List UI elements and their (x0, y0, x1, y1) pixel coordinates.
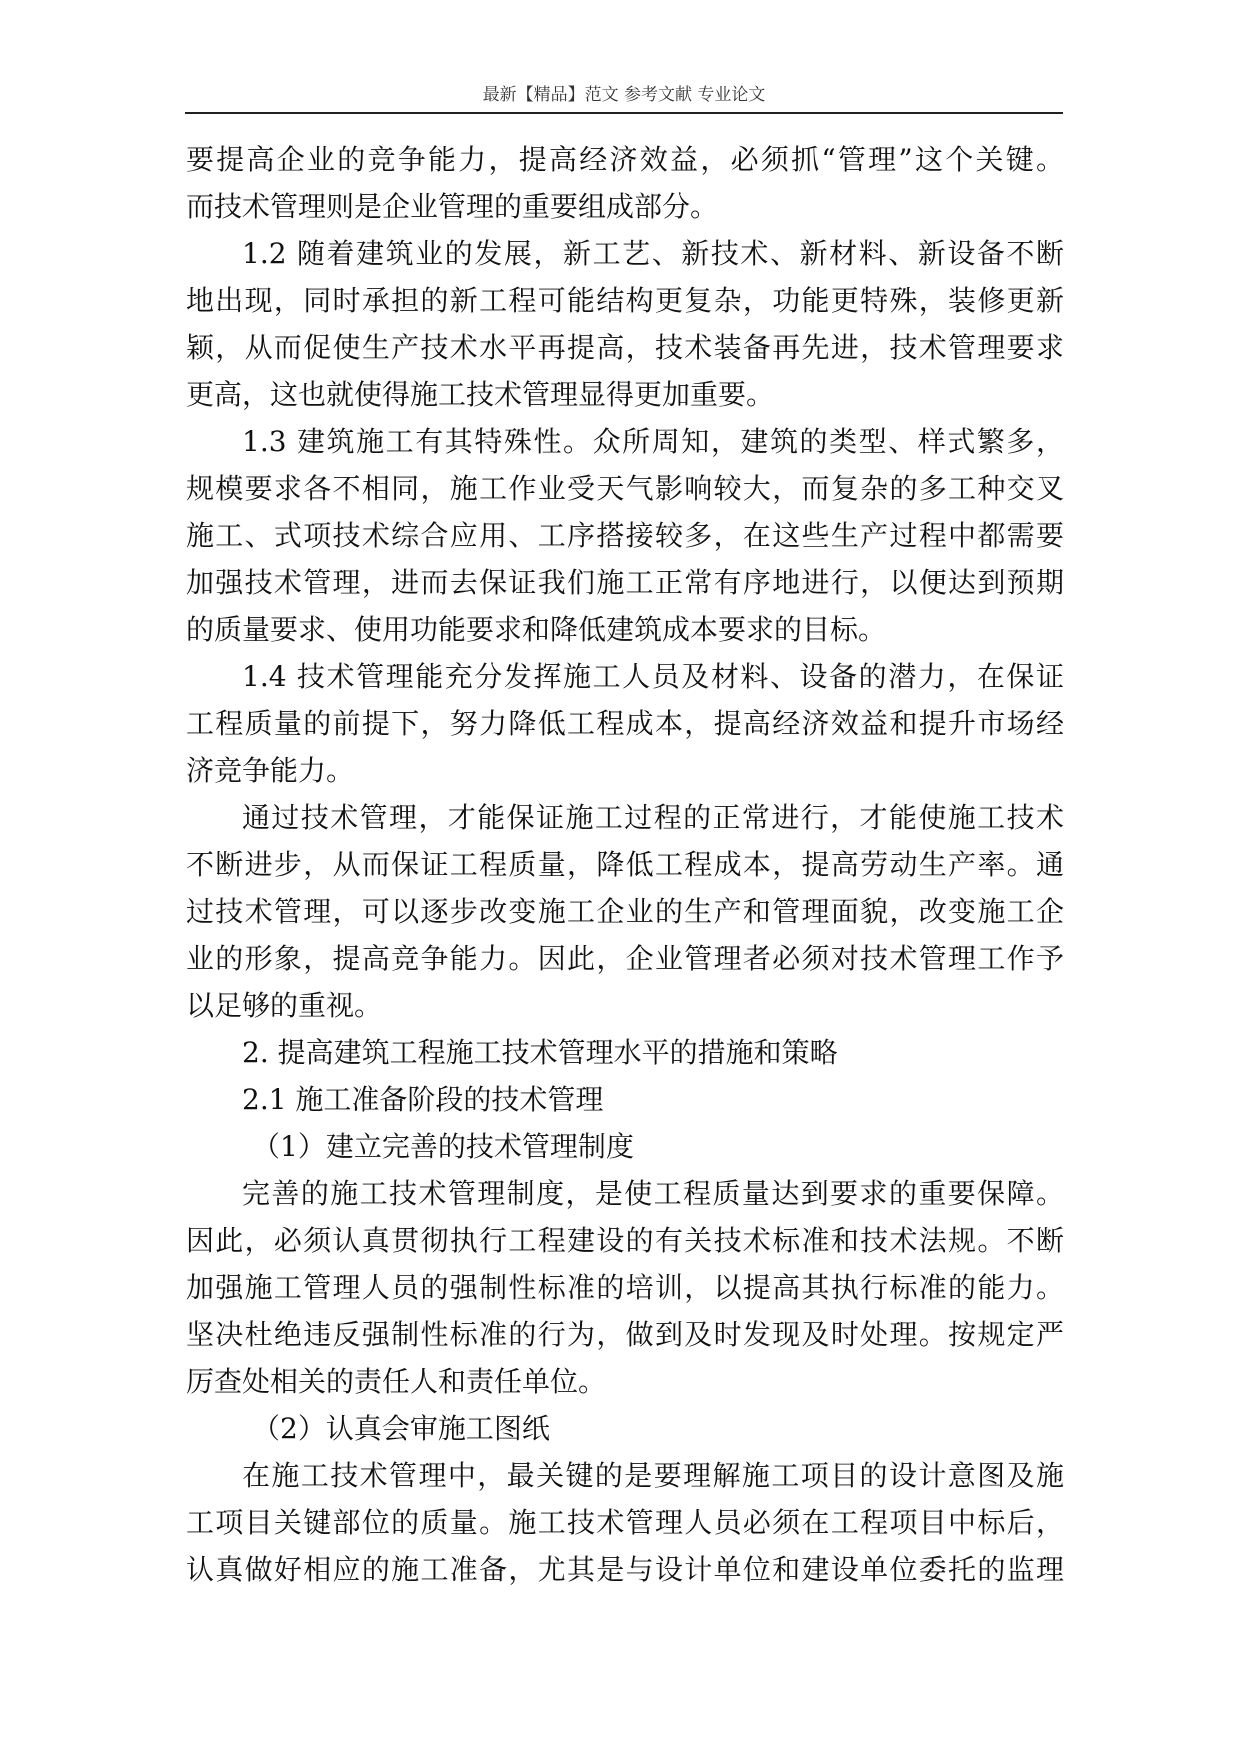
text-line: 以足够的重视。 (186, 989, 383, 1022)
text-line: 加强技术管理，进而去保证我们施工正常有序地进行，以便达到预期 (186, 566, 1064, 599)
paragraph-start-line: 1.4 技术管理能充分发挥施工人员及材料、设备的潜力，在保证 (242, 660, 1064, 693)
paragraph-start-line: 通过技术管理，才能保证施工过程的正常进行，才能使施工技术 (242, 801, 1064, 834)
paragraph-start-line: 1.3 建筑施工有其特殊性。众所周知，建筑的类型、样式繁多， (242, 425, 1064, 458)
text-line: 业的形象，提高竞争能力。因此，企业管理者必须对技术管理工作予 (186, 942, 1064, 975)
item-heading: （1）建立完善的技术管理制度 (252, 1130, 634, 1163)
text-line: 坚决杜绝违反强制性标准的行为，做到及时发现及时处理。按规定严 (186, 1318, 1064, 1351)
text-line: 规模要求各不相同，施工作业受天气影响较大，而复杂的多工种交叉 (186, 472, 1064, 505)
text-line: 认真做好相应的施工准备，尤其是与设计单位和建设单位委托的监理 (186, 1553, 1064, 1586)
text-line: 工程质量的前提下，努力降低工程成本，提高经济效益和提升市场经 (186, 707, 1064, 740)
text-line: 要提高企业的竞争能力，提高经济效益，必须抓“管理”这个关键。 (186, 143, 1064, 176)
text-line: 加强施工管理人员的强制性标准的培训，以提高其执行标准的能力。 (186, 1271, 1064, 1304)
paragraph-start-line: 1.2 随着建筑业的发展，新工艺、新技术、新材料、新设备不断 (242, 237, 1064, 270)
text-line: 颖，从而促使生产技术水平再提高，技术装备再先进，技术管理要求 (186, 331, 1064, 364)
document-body (186, 136, 1064, 1593)
text-line: 济竞争能力。 (186, 754, 355, 787)
text-line: 地出现，同时承担的新工程可能结构更复杂，功能更特殊，装修更新 (186, 284, 1064, 317)
text-line: 过技术管理，可以逐步改变施工企业的生产和管理面貌，改变施工企 (186, 895, 1064, 928)
text-line: 更高，这也就使得施工技术管理显得更加重要。 (186, 378, 775, 411)
text-line: 不断进步，从而保证工程质量，降低工程成本，提高劳动生产率。通 (186, 848, 1064, 881)
item-heading: （2）认真会审施工图纸 (252, 1412, 550, 1445)
text-line: 的质量要求、使用功能要求和降低建筑成本要求的目标。 (186, 613, 887, 646)
subsection-heading: 2.1 施工准备阶段的技术管理 (242, 1083, 604, 1116)
text-line: 因此，必须认真贯彻执行工程建设的有关技术标准和技术法规。不断 (186, 1224, 1064, 1257)
text-line: 厉查处相关的责任人和责任单位。 (186, 1365, 607, 1398)
text-line: 施工、式项技术综合应用、工序搭接较多，在这些生产过程中都需要 (186, 519, 1064, 552)
text-line: 工项目关键部位的质量。施工技术管理人员必须在工程项目中标后， (186, 1506, 1064, 1539)
section-heading: 2. 提高建筑工程施工技术管理水平的措施和策略 (242, 1036, 838, 1069)
paragraph-start-line: 完善的施工技术管理制度，是使工程质量达到要求的重要保障。 (242, 1177, 1064, 1210)
text-line: 而技术管理则是企业管理的重要组成部分。 (186, 190, 719, 223)
header-rule (185, 112, 1063, 114)
page-header: 最新【精品】范文 参考文献 专业论文 (482, 85, 766, 105)
paragraph-start-line: 在施工技术管理中，最关键的是要理解施工项目的设计意图及施 (242, 1459, 1064, 1492)
